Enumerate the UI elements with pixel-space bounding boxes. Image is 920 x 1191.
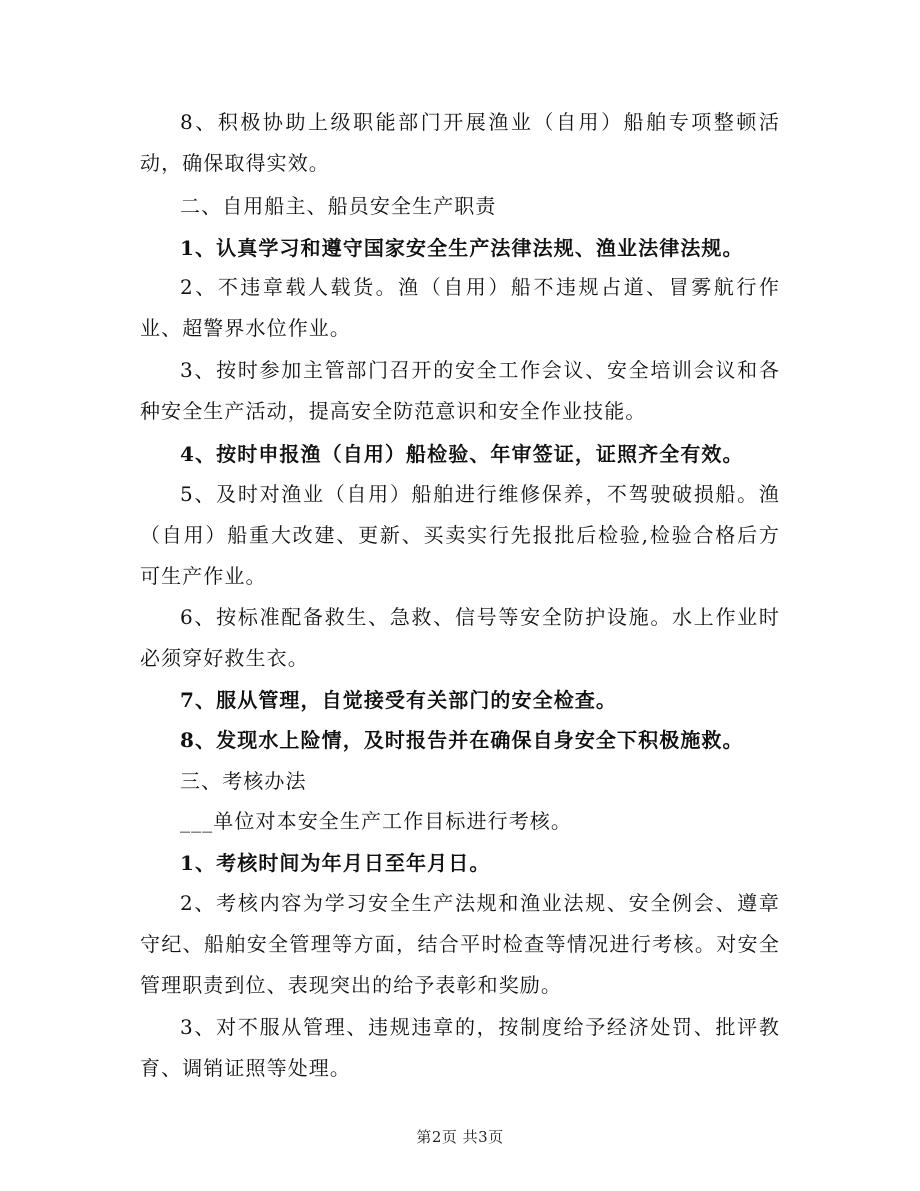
section-heading-3: 三、考核办法: [180, 769, 307, 793]
paragraph-item-8-rescue: 8、发现水上险情，及时报告并在确保自身安全下积极施救。: [180, 728, 744, 752]
paragraph-item-8-duty: 8、积极协助上级职能部门开展渔业（自用）船舶专项整顿活动，确保取得实效。: [140, 110, 780, 175]
section-heading-2: 二、自用船主、船员安全生产职责: [180, 194, 497, 218]
paragraph-assessment-time: 1、考核时间为年月日至年月日。: [180, 851, 491, 875]
paragraph-item-3-meetings: 3、按时参加主管部门召开的安全工作会议、安全培训会议和各种安全生产活动，提高安全防范意识和安全作业技能。: [140, 358, 780, 423]
paragraph-item-2-no-overload: 2、不违章载人载货。渔（自用）船不违规占道、冒雾航行作业、超警界水位作业。: [140, 275, 780, 340]
paragraph-item-5-maintenance: 5、及时对渔业（自用）船舶进行维修保养，不驾驶破损船。渔（自用）船重大改建、更新、买卖实行先报批后检验,检验合格后方可生产作业。: [140, 482, 780, 588]
paragraph-item-7-obey: 7、服从管理，自觉接受有关部门的安全检查。: [180, 688, 618, 712]
paragraph-assessment-intro: ___单位对本安全生产工作目标进行考核。: [180, 809, 572, 833]
paragraph-assessment-content: 2、考核内容为学习安全生产法规和渔业法规、安全例会、遵章守纪、船舶安全管理等方面，结合平时检查等情况进行考核。对安全管理职责到位、表现突出的给予表彰和奖励。: [140, 891, 780, 997]
page-number-footer: 第2页 共3页: [416, 1128, 504, 1146]
paragraph-item-6-safety-equipment: 6、按标准配备救生、急救、信号等安全防护设施。水上作业时必须穿好救生衣。: [140, 605, 780, 670]
paragraph-item-4-inspection: 4、按时申报渔（自用）船检验、年审签证，证照齐全有效。: [180, 442, 744, 466]
paragraph-item-1-study: 1、认真学习和遵守国家安全生产法律法规、渔业法律法规。: [180, 236, 744, 260]
paragraph-assessment-penalty: 3、对不服从管理、违规违章的，按制度给予经济处罚、批评教育、调销证照等处理。: [140, 1015, 780, 1080]
